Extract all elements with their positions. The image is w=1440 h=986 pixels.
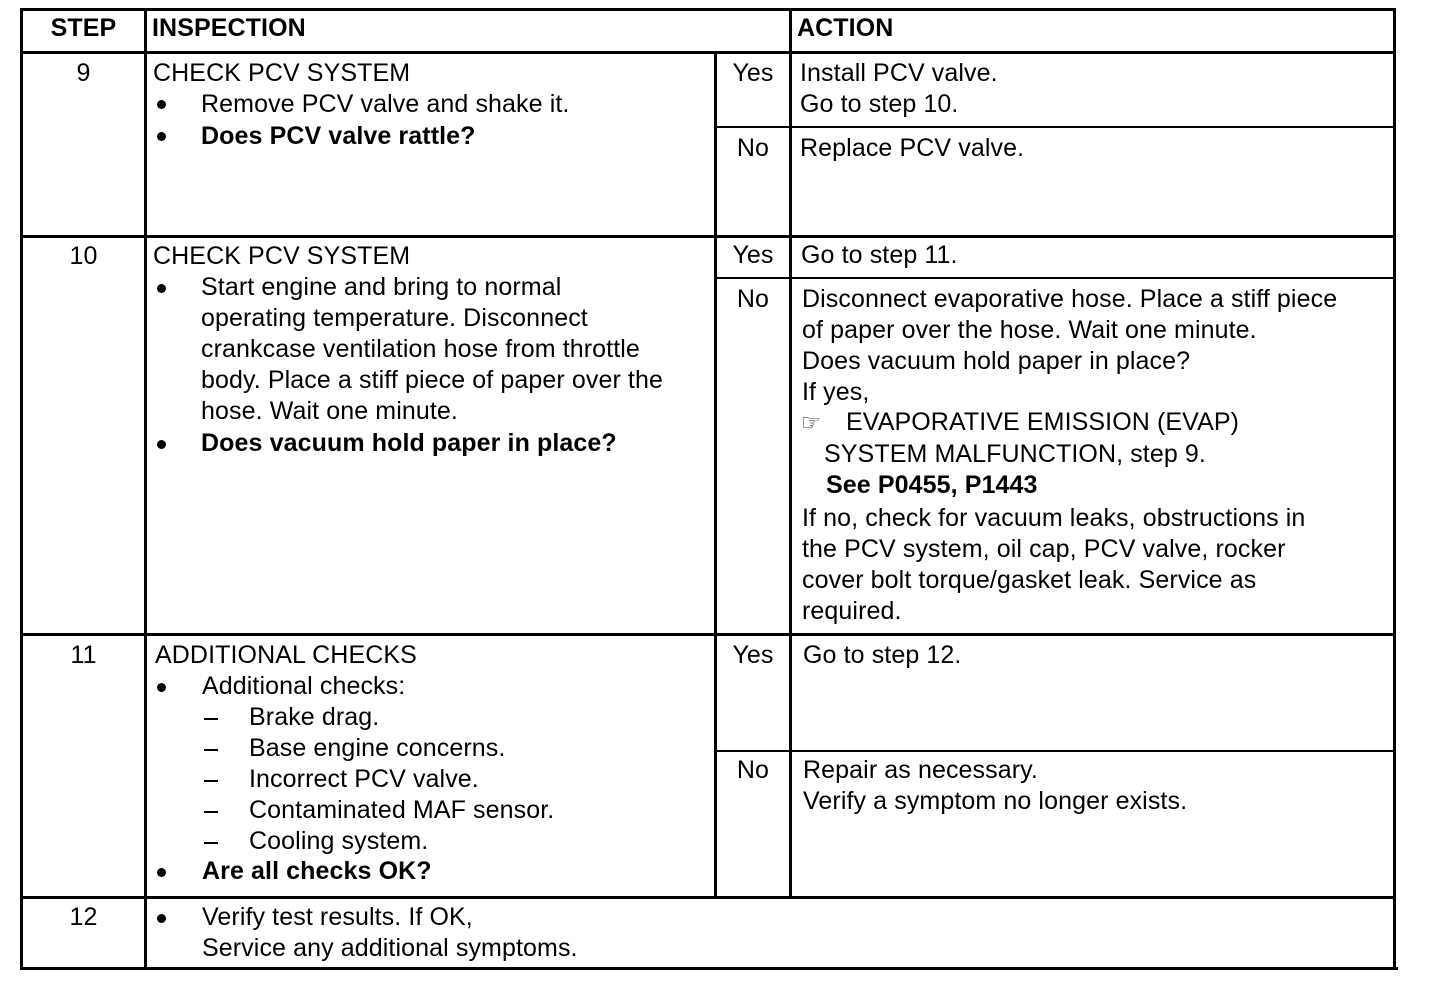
no-action-line: Verify a symptom no longer exists.	[803, 787, 1188, 815]
row-sep-header	[20, 51, 1396, 54]
header-action: ACTION	[797, 14, 894, 42]
inspection-bullet-line: Start engine and bring to normal	[201, 273, 562, 301]
inspection-title: CHECK PCV SYSTEM	[153, 242, 411, 270]
no-action-line: If yes,	[802, 378, 870, 406]
header-step: STEP	[50, 14, 117, 42]
dash-icon	[204, 811, 218, 813]
inspection-bullet-line: Verify test results. If OK,	[202, 903, 473, 931]
dash-icon	[204, 842, 218, 844]
no-action-line: Replace PCV valve.	[800, 134, 1025, 162]
no-action-line: the PCV system, oil cap, PCV valve, rocker	[802, 535, 1286, 563]
sub-item: Cooling system.	[249, 827, 429, 855]
yes-action-line: Go to step 10.	[800, 90, 959, 118]
yesno-sep-11	[714, 750, 1396, 752]
inspection-bullet-line: body. Place a stiff piece of paper over the	[201, 366, 663, 394]
sub-item: Brake drag.	[249, 703, 380, 731]
yes-action-line: Install PCV valve.	[800, 59, 998, 87]
inspection-bullet-line: Service any additional symptoms.	[202, 934, 578, 962]
yesno-sep-9	[714, 126, 1396, 128]
bullet-icon	[157, 683, 166, 692]
col-sep-action	[789, 8, 792, 898]
inspection-title: ADDITIONAL CHECKS	[155, 641, 417, 669]
bullet-icon	[157, 100, 166, 109]
yesno-sep-10	[714, 277, 1396, 279]
bullet-icon	[157, 284, 166, 293]
table-border-top	[20, 8, 1396, 11]
no-action-line: Disconnect evaporative hose. Place a stiff piece	[802, 285, 1338, 313]
yes-action-line: Go to step 12.	[803, 641, 962, 669]
step-number: 9	[76, 59, 91, 87]
no-label: No	[736, 756, 770, 784]
no-action-line: of paper over the hose. Wait one minute.	[802, 316, 1257, 344]
no-action-line: Does vacuum hold paper in place?	[802, 347, 1191, 375]
row-sep-10	[20, 633, 1396, 636]
reference-codes: See P0455, P1443	[826, 471, 1038, 499]
pointing-hand-icon: ☞	[801, 410, 821, 435]
inspection-bullet-line: operating temperature. Disconnect	[201, 304, 588, 332]
step-number: 12	[69, 903, 98, 931]
no-label: No	[736, 285, 770, 313]
sub-item: Base engine concerns.	[249, 734, 506, 762]
dash-icon	[204, 749, 218, 751]
yes-label: Yes	[732, 59, 774, 87]
sub-item: Contaminated MAF sensor.	[249, 796, 555, 824]
step-number: 10	[69, 242, 98, 270]
no-action-line: If no, check for vacuum leaks, obstructions in	[802, 504, 1306, 532]
col-sep-step	[144, 8, 147, 970]
inspection-question: Does PCV valve rattle?	[201, 122, 476, 150]
inspection-bullet-line: crankcase ventilation hose from throttle	[201, 335, 640, 363]
bullet-icon	[157, 132, 166, 141]
bullet-icon	[157, 440, 166, 449]
dash-icon	[204, 718, 218, 720]
step-number: 11	[70, 641, 97, 669]
table-border-left	[20, 8, 23, 970]
inspection-question: Does vacuum hold paper in place?	[201, 429, 617, 457]
dash-icon	[204, 780, 218, 782]
no-action-line: Repair as necessary.	[803, 756, 1038, 784]
table-border-bottom	[22, 967, 1398, 970]
header-inspection: INSPECTION	[152, 14, 306, 42]
yes-label: Yes	[732, 241, 774, 269]
sub-item: Incorrect PCV valve.	[249, 765, 479, 793]
bullet-icon	[157, 868, 166, 877]
yes-label: Yes	[732, 641, 774, 669]
row-sep-9	[20, 235, 1396, 238]
inspection-title: CHECK PCV SYSTEM	[153, 59, 411, 87]
yes-action-line: Go to step 11.	[801, 241, 958, 269]
row-sep-11	[20, 896, 1396, 899]
inspection-question: Are all checks OK?	[202, 857, 432, 885]
inspection-bullet: Remove PCV valve and shake it.	[201, 90, 570, 118]
no-label: No	[736, 134, 770, 162]
reference-line: SYSTEM MALFUNCTION, step 9.	[824, 440, 1206, 468]
reference-line: EVAPORATIVE EMISSION (EVAP)	[846, 408, 1240, 436]
table-border-right	[1393, 8, 1396, 970]
inspection-bullet: Additional checks:	[202, 672, 406, 700]
inspection-bullet-line: hose. Wait one minute.	[201, 397, 458, 425]
no-action-line: required.	[802, 597, 902, 625]
bullet-icon	[157, 914, 166, 923]
no-action-line: cover bolt torque/gasket leak. Service as	[802, 566, 1257, 594]
